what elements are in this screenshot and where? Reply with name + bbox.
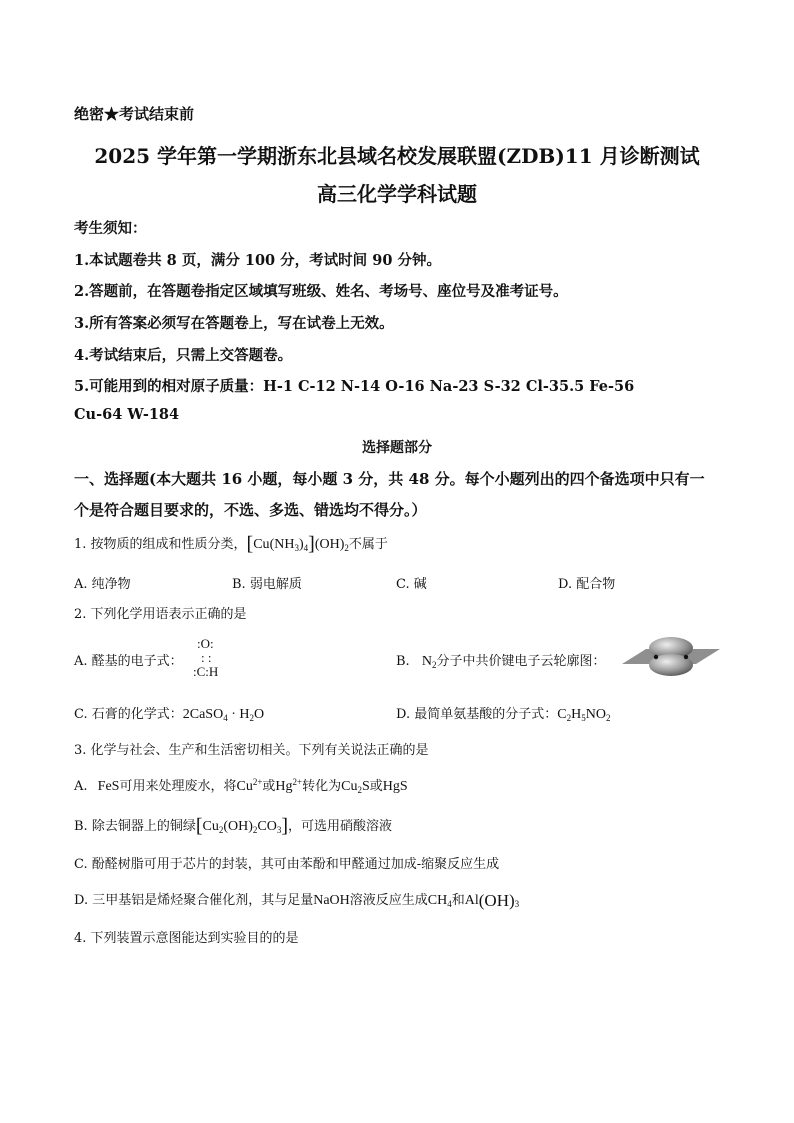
formula-part: C [557, 707, 567, 722]
subscript: 2 [357, 785, 362, 795]
nucleus-dot [654, 655, 658, 659]
bracket: ] [308, 533, 315, 555]
option-text: 转化为 [302, 779, 342, 794]
formula-part: · [227, 707, 240, 722]
subscript: 2 [252, 825, 258, 835]
subscript: 2 [218, 825, 224, 835]
option-text: 或 [369, 779, 383, 794]
formula-part: ( [269, 537, 275, 552]
q3-option-a [74, 775, 408, 795]
subscript: 5 [581, 713, 586, 723]
formula-part: NO [585, 707, 606, 722]
notice-item: 3.所有答案必须写在答题卷上，写在试卷上无效。 [74, 315, 394, 332]
q2-option-c [74, 703, 264, 723]
formula-part: S [361, 779, 370, 794]
q1-option-a: A. 纯净物 [74, 577, 131, 592]
option-text: 分子中共价键电子云轮廓图： [436, 654, 606, 669]
lewis-dots: : [205, 664, 209, 679]
secret-label: 绝密★考试结束前 [74, 105, 195, 123]
q3-option-c: C. 酚醛树脂可用于芯片的封装，其可由苯酚和甲醛通过加成-缩聚反应生成 [74, 857, 500, 872]
formula-part: NH [274, 537, 295, 552]
exam-subtitle: 高三化学学科试题 [317, 182, 477, 206]
nucleus-dot [684, 655, 688, 659]
question-2-stem: 2. 下列化学用语表示正确的是 [74, 607, 247, 622]
q1-stem-suffix: 不属于 [348, 537, 388, 552]
notice-item: 1.本试题卷共 8 页，满分 100 分，考试时间 90 分钟。 [74, 252, 441, 269]
lewis-dots: : [193, 664, 197, 679]
q2-option-a-label: A. 醛基的电子式： [74, 654, 183, 669]
subscript: 3 [294, 543, 299, 553]
option-label: D. 最简单氨基酸的分子式： [396, 707, 558, 722]
subscript: 2 [249, 713, 254, 723]
formula-part: CO [257, 819, 277, 834]
notice-item: 5.可能用到的相对原子质量：H-1 C-12 N-14 O-16 Na-23 S-32 Cl-35.5 Fe-56 [74, 378, 635, 395]
question-3-stem: 3. 化学与社会、生产和生活密切相关。下列有关说法正确的是 [74, 743, 429, 758]
subscript: 3 [276, 825, 282, 835]
subscript: 4 [303, 543, 309, 553]
formula-part: ) [298, 537, 304, 552]
question-4-stem: 4. 下列装置示意图能达到实验目的的是 [74, 931, 299, 946]
aldehyde-lewis-structure [193, 637, 218, 679]
formula-part: H [239, 707, 250, 722]
superscript: 2+ [252, 777, 263, 787]
section-instructions: 一、选择题(本大题共 16 小题，每小题 3 分，共 48 分。每个小题列出的四个备选项中只有一 [74, 470, 705, 488]
formula-part: CH [427, 893, 448, 908]
subscript: 4 [447, 899, 452, 909]
formula-part: N [421, 654, 432, 669]
subscript: 2 [344, 543, 349, 553]
option-text: ，可选用硝酸溶液 [288, 819, 393, 834]
formula-part: Al [464, 893, 479, 908]
formula-part: Cu [236, 779, 253, 794]
formula-part: Hg [275, 779, 293, 794]
lewis-dots: : [197, 636, 201, 651]
formula-part: HgS [382, 779, 408, 794]
option-text: 溶液反应生成 [349, 893, 428, 908]
n2-orbital-diagram [622, 632, 722, 680]
formula-part: 2CaSO [182, 707, 224, 722]
subscript: 2 [431, 660, 437, 670]
section-title: 选择题部分 [362, 440, 432, 456]
lewis-atom: H [208, 664, 219, 679]
bracket: ] [281, 815, 289, 837]
bracket: [ [195, 815, 203, 837]
bracket: [ [246, 533, 254, 555]
q3-option-d [74, 889, 519, 911]
subscript: 4 [223, 713, 228, 723]
formula-part: (OH) [223, 819, 253, 834]
subscript: 2 [605, 713, 611, 723]
option-label: B. 除去铜器上的铜绿 [74, 819, 196, 834]
lewis-dots: : [210, 636, 214, 651]
lewis-bond-dots: : : [201, 650, 212, 665]
lewis-atom: O [200, 636, 211, 651]
formula-part: Cu [253, 537, 270, 552]
section-instructions: 个是符合题目要求的，不选、多选、错选均不得分。） [74, 501, 427, 519]
formula-part: Cu [202, 819, 219, 834]
q2-option-d [396, 703, 610, 723]
formula-part: Cu [341, 779, 358, 794]
notice-item: Cu-64 W-184 [74, 406, 180, 423]
subscript: 3 [514, 899, 520, 909]
question-1-stem [74, 533, 388, 556]
option-text: 或 [262, 779, 276, 794]
notice-item: 2.答题前，在答题卷指定区域填写班级、姓名、考场号、座位号及准考证号。 [74, 283, 568, 300]
q1-formula [246, 533, 349, 555]
option-label: D. 三甲基铝是烯烃聚合催化剂，其与足量 [74, 893, 314, 908]
q1-option-b: B. 弱电解质 [232, 577, 302, 592]
superscript: 2+ [292, 777, 303, 787]
formula-part: NaOH [313, 893, 350, 908]
option-text: 可用来处理废水，将 [119, 779, 237, 794]
formula-part: (OH) [314, 537, 345, 552]
formula-part: O [254, 707, 265, 722]
q1-option-c: C. 碱 [396, 577, 427, 592]
option-label: B. [396, 654, 410, 669]
option-label: C. 石膏的化学式： [74, 707, 183, 722]
exam-title: 2025 学年第一学期浙东北县域名校发展联盟(ZDB)11 月诊断测试 [94, 144, 700, 168]
notice-heading: 考生须知： [74, 220, 147, 237]
formula-part: (OH) [478, 891, 515, 910]
formula-part: FeS [97, 779, 120, 794]
subscript: 2 [566, 713, 572, 723]
option-label: A. [74, 779, 88, 794]
formula-part: H [571, 707, 582, 722]
lewis-atom: C [196, 664, 206, 679]
notice-item: 4.考试结束后，只需上交答题卷。 [74, 347, 293, 364]
q1-option-d: D. 配合物 [558, 577, 616, 592]
q1-stem-prefix: 1. 按物质的组成和性质分类， [74, 537, 247, 552]
q3-option-b [74, 815, 392, 838]
q2-option-b [396, 650, 605, 670]
option-text: 和 [451, 893, 465, 908]
